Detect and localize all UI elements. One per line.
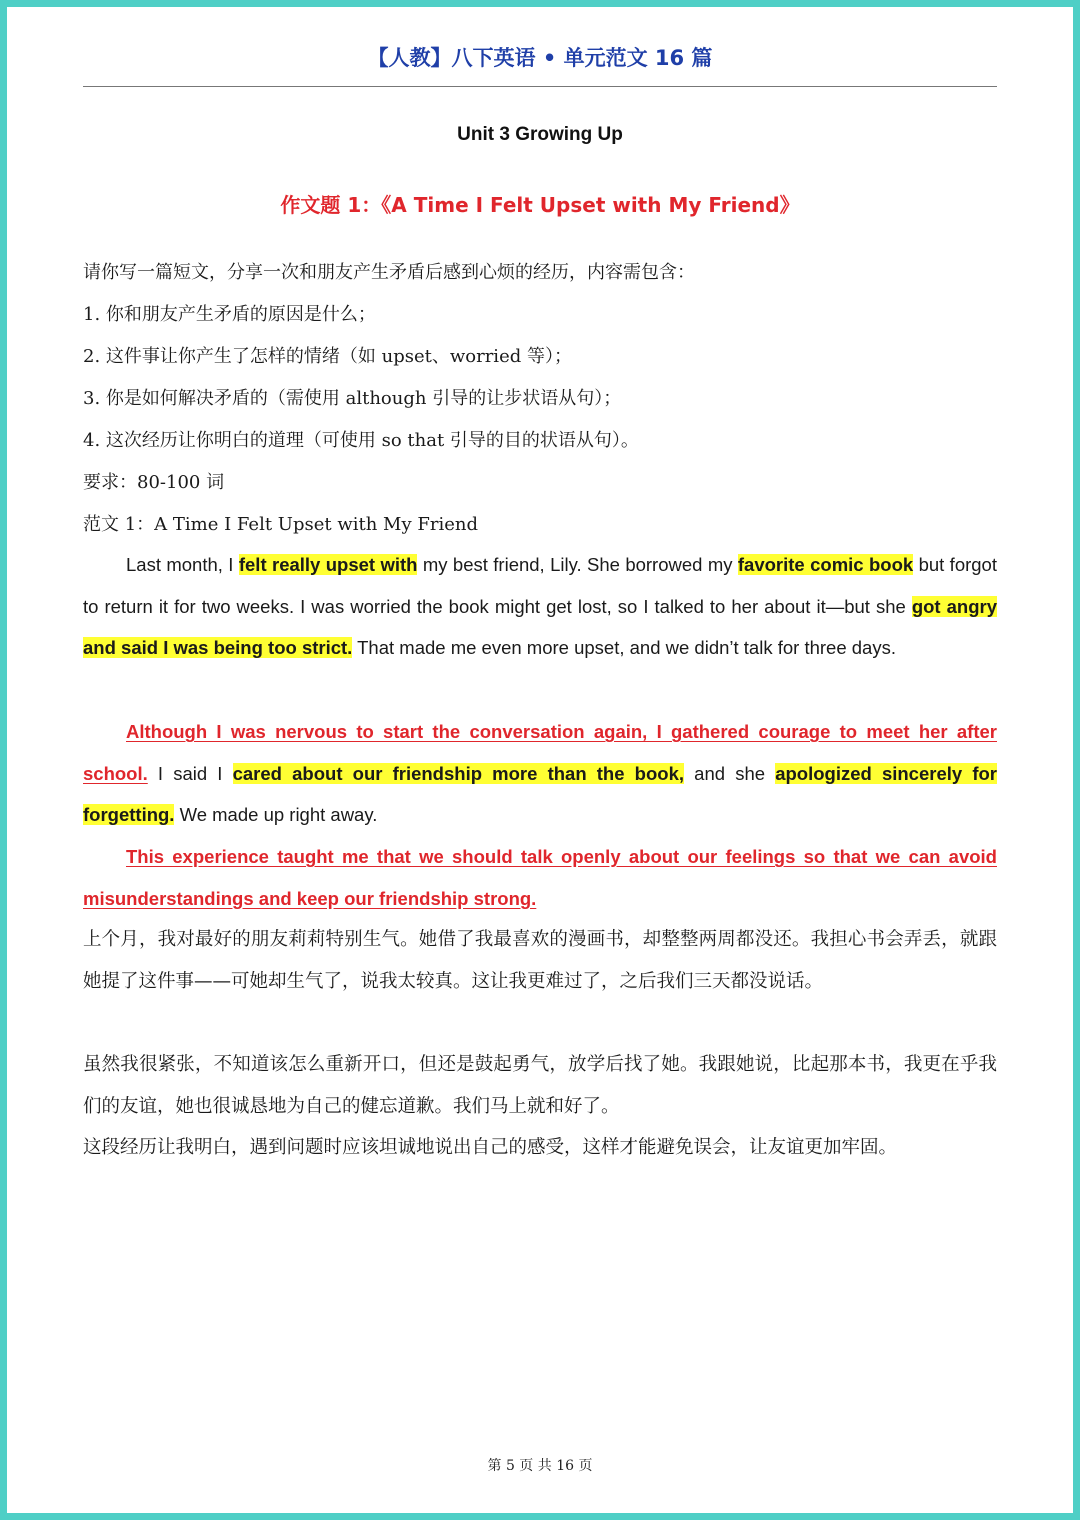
document-header-title: 【人教】八下英语 • 单元范文 16 篇 <box>367 46 713 70</box>
page-footer: 第 5 页 共 16 页 <box>487 1458 593 1474</box>
prompt-item-1: 1. 你和朋友产生矛盾的原因是什么； <box>83 304 376 325</box>
essay-text: Last month, I <box>126 554 239 575</box>
prompt-item-3: 3. 你是如何解决矛盾的（需使用 although 引导的让步状语从句）； <box>83 388 622 409</box>
translation-paragraph-1: 上个月，我对最好的朋友莉莉特别生气。她借了我最喜欢的漫画书，却整整两周都没还。我担心书会弄丢，就跟她提了这件事——可她却生气了，说我太较真。这让我更难过了，之后我们三天都没说话。 <box>83 929 997 992</box>
red-underlined-sentence: Although I was nervous to start the conversation again, I gathered courage to meet her after school. <box>83 721 997 784</box>
essay-text: That made me even more upset, and we didn’t talk for three days. <box>352 637 896 659</box>
prompt-item-2: 2. 这件事让你产生了怎样的情绪（如 upset、worried 等）； <box>83 346 572 367</box>
header-divider <box>83 86 997 87</box>
essay-text: my best friend, Lily. She borrowed my <box>417 554 738 575</box>
prompt-intro: 请你写一篇短文，分享一次和朋友产生矛盾后感到心烦的经历，内容需包含： <box>83 262 695 283</box>
essay-text: We made up right away. <box>174 804 378 826</box>
essay-text: I said I <box>147 762 233 784</box>
essay-paragraph-3 <box>83 836 997 919</box>
essay-paragraph-2 <box>83 711 997 836</box>
highlighted-phrase: got angry and said I was being too strict. <box>83 595 997 659</box>
prompt-item-4: 4. 这次经历让你明白的道理（可使用 so that 引导的目的状语从句）。 <box>83 430 639 451</box>
highlighted-phrase: cared about our friendship more than the book, <box>232 762 685 784</box>
sample-label: 范文 1：A Time I Felt Upset with My Friend <box>83 514 478 535</box>
essay-text: and she <box>684 762 776 784</box>
translation-paragraph-3: 这段经历让我明白，遇到问题时应该坦诚地说出自己的感受，这样才能避免误会，让友谊更加牢固。 <box>83 1137 898 1158</box>
translation-paragraph-2: 虽然我很紧张，不知道该怎么重新开口，但还是鼓起勇气，放学后找了她。我跟她说，比起那本书，我更在乎我们的友谊，她也很诚恳地为自己的健忘道歉。我们马上就和好了。 <box>83 1054 997 1117</box>
highlighted-phrase: felt really upset with <box>238 554 418 575</box>
highlighted-phrase: favorite comic book <box>737 554 914 575</box>
prompt-requirement: 要求：80-100 词 <box>83 472 225 493</box>
red-underlined-sentence: This experience taught me that we should talk openly about our feelings so that we can avoid misunderstandings and keep our friendship strong. <box>83 846 997 909</box>
essay-paragraph-1 <box>83 544 997 669</box>
essay-text: but forgot to return it for two weeks. I was worried the book might get lost, so I talked to her about it—but she <box>83 554 997 617</box>
unit-title: Unit 3 Growing Up <box>457 124 623 145</box>
task-title: 作文题 1：《A Time I Felt Upset with My Friend》 <box>280 193 800 217</box>
highlighted-phrase: apologized sincerely for forgetting. <box>83 762 997 826</box>
